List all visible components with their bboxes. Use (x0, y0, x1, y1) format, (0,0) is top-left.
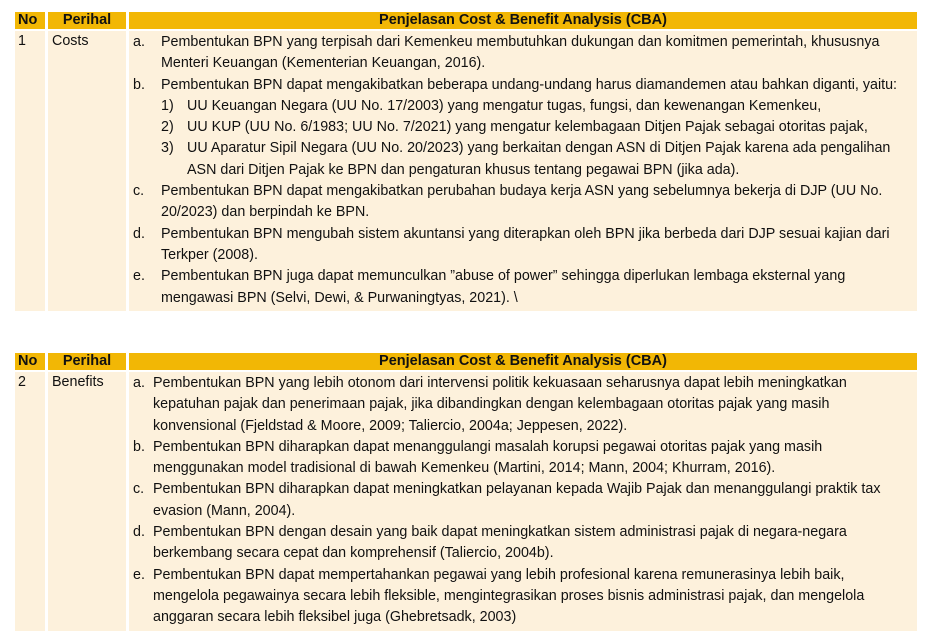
list-item (133, 565, 913, 629)
list-text: Pembentukan BPN yang terpisah dari Kemenkeu membutuhkan dukungan dan komitmen pemerintah, khususnya Menteri Keuangan (Kementerian Keuangan, 2016). (161, 34, 880, 72)
row-description (129, 372, 917, 631)
header-no: No (15, 12, 45, 29)
list-text: Pembentukan BPN dapat mempertahankan pegawai yang lebih profesional karena remunerasinya lebih baik, mengelola pegawainya secara lebih fleksible, mengintegrasikan proses bisnis administrasi pajak, dan mengelola anggaran secara lebih fleksibel juga (Ghebretsadk, 2003) (153, 566, 865, 626)
list-item (133, 522, 913, 565)
list-text: Pembentukan BPN diharapkan dapat menanggulangi masalah korupsi pegawai otoritas pajak yang masih menggunakan model tradisional di bawah Kemenkeu (Martini, 2014; Mann, 2004; Khurram, 2016). (153, 438, 823, 477)
sub-list-item (161, 96, 913, 117)
table-header-row (15, 12, 917, 29)
row-perihal: Benefits (48, 372, 126, 631)
list-text: Pembentukan BPN diharapkan dapat meningkatkan pelayanan kepada Wajib Pajak dan menanggulangi praktik tax evasion (Mann, 2004). (153, 481, 881, 519)
row-number: 2 (15, 372, 45, 631)
list-marker: b. (133, 438, 145, 455)
sub-list-text: UU Keuangan Negara (UU No. 17/2003) yang mengatur tugas, fungsi, dan kewenangan Kemenkeu, (187, 97, 822, 114)
list-marker: a. (133, 375, 145, 391)
list-item (133, 266, 913, 309)
sub-list-marker: 2) (161, 119, 174, 136)
list-item (133, 479, 913, 522)
list-text: Pembentukan BPN dapat mengakibatkan perubahan budaya kerja ASN yang sebelumnya bekerja di DJP (UU No. 20/2023) dan berpindah ke BPN. (161, 183, 883, 221)
list-text: Pembentukan BPN yang lebih otonom dari intervensi politik kekuasaan seharusnya dapat lebih meningkatkan kepatuhan pajak dan penerimaan pajak, jika dibandingkan dengan kelembagaan otoritas pajak yang masih konvensional (Fjeldstad & Moore, 2009; Taliercio, 2004a; Jeppesen, 2022). (153, 375, 847, 434)
list-marker: d. (133, 524, 145, 541)
table-header-row (15, 353, 917, 370)
list-text: Pembentukan BPN dengan desain yang baik dapat meningkatkan sistem administrasi pajak di negara-negara berkembang secara cepat dan komprehensif (Taliercio, 2004b). (153, 524, 847, 562)
row-description (129, 31, 917, 311)
list-marker: c. (133, 481, 145, 498)
list-item (133, 224, 913, 267)
header-description: Penjelasan Cost & Benefit Analysis (CBA) (129, 12, 917, 29)
table-row (15, 31, 917, 311)
row-perihal: Costs (48, 31, 126, 311)
list-item (133, 181, 913, 224)
header-no: No (15, 353, 45, 370)
table-row (15, 372, 917, 631)
sub-list-item (161, 138, 913, 181)
list-item (133, 373, 913, 437)
list-marker: e. (133, 566, 145, 583)
sub-list-text: UU KUP (UU No. 6/1983; UU No. 7/2021) yang mengatur kelembagaan Ditjen Pajak sebagai otoritas pajak, (187, 119, 868, 136)
list-text: Pembentukan BPN mengubah sistem akuntansi yang diterapkan oleh BPN jika berbeda dari DJP sesuai kajian dari Terkper (2008). (161, 225, 890, 263)
sub-list-text: UU Aparatur Sipil Negara (UU No. 20/2023) yang berkaitan dengan ASN di Ditjen Pajak karena ada pengalihan ASN dari Ditjen Pajak ke BPN dan pengaturan khusus tentang pegawai BPN (jika ada). (187, 140, 891, 178)
sub-list-marker: 3) (161, 140, 174, 157)
sub-list-item (161, 117, 913, 138)
list-item (133, 437, 913, 480)
row-number: 1 (15, 31, 45, 311)
list-text: Pembentukan BPN dapat mengakibatkan beberapa undang-undang harus diamandemen atau bahkan diganti, yaitu: (161, 76, 898, 93)
list-marker: e. (133, 268, 145, 285)
benefits-table (12, 351, 920, 633)
list-text: Pembentukan BPN juga dapat memunculkan ”abuse of power” sehingga diperlukan lembaga eksternal yang mengawasi BPN (Selvi, Dewi, & Purwaningtyas, 2021). \ (161, 268, 846, 306)
header-perihal: Perihal (48, 12, 126, 29)
header-description: Penjelasan Cost & Benefit Analysis (CBA) (129, 353, 917, 370)
sub-list-marker: 1) (161, 97, 174, 114)
costs-table (12, 10, 920, 313)
list-marker: a. (133, 34, 145, 50)
list-marker: d. (133, 225, 145, 242)
list-marker: b. (133, 76, 145, 93)
header-perihal: Perihal (48, 353, 126, 370)
list-item (133, 32, 913, 75)
list-marker: c. (133, 183, 145, 200)
list-item (133, 75, 913, 96)
sub-list (161, 96, 913, 181)
